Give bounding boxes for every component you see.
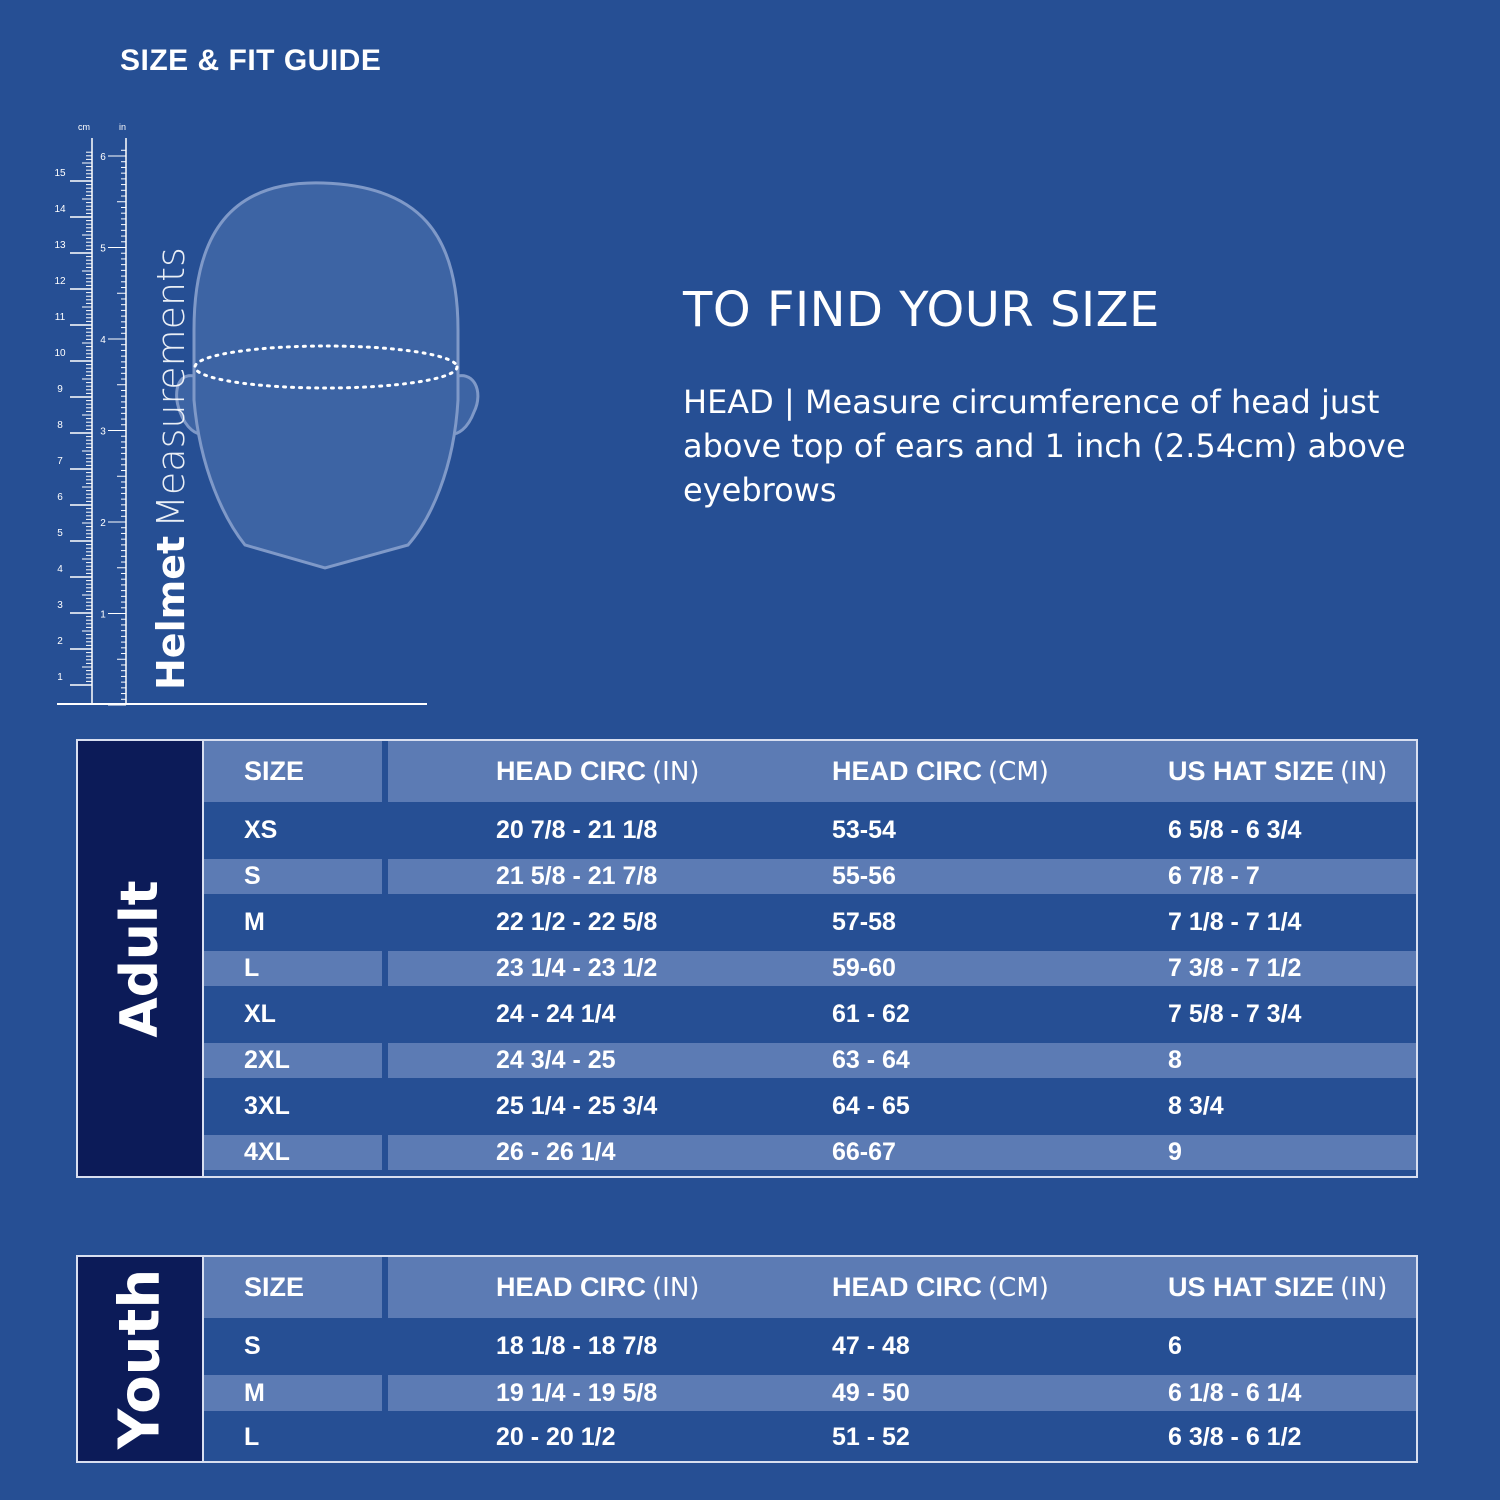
youth-label: Youth — [107, 1268, 173, 1450]
ruler-cm-tick-label: 1 — [57, 672, 63, 683]
instructions-title: TO FIND YOUR SIZE — [683, 282, 1160, 338]
table-cell: 8 — [1058, 1043, 1416, 1078]
table-cell: 6 5/8 - 6 3/4 — [1168, 816, 1302, 844]
column-header — [204, 1257, 382, 1318]
caption-light: Measurements — [149, 247, 193, 528]
table-cell: 51 - 52 — [832, 1423, 910, 1451]
table-cell: 24 - 24 1/4 — [496, 1000, 616, 1028]
youth-size-table — [76, 1255, 1418, 1463]
table-cell: 23 1/4 - 23 1/2 — [388, 951, 723, 986]
table-cell: 55-56 — [723, 859, 1058, 894]
ruler-cm-tick-label: 7 — [57, 456, 63, 467]
column-header — [1058, 1257, 1416, 1318]
ruler-cm-tick-label: 2 — [57, 636, 63, 647]
table-row — [204, 1318, 1416, 1375]
table-cell: 21 5/8 - 21 7/8 — [388, 859, 723, 894]
adult-size-table — [76, 739, 1418, 1178]
table-cell: S — [244, 1332, 261, 1360]
table-cell: 6 — [1168, 1332, 1182, 1360]
table-cell: 8 3/4 — [1168, 1092, 1224, 1120]
adult-side-panel — [78, 741, 204, 1176]
table-row — [204, 1375, 1416, 1411]
table-cell: 47 - 48 — [832, 1332, 910, 1360]
table-cell: 4XL — [204, 1135, 382, 1170]
page-title: SIZE & FIT GUIDE — [120, 44, 382, 77]
table-cell: 49 - 50 — [723, 1375, 1058, 1411]
table-cell: 20 - 20 1/2 — [496, 1423, 616, 1451]
table-cell: 6 7/8 - 7 — [1058, 859, 1416, 894]
column-header — [388, 1257, 723, 1318]
table-cell: L — [204, 951, 382, 986]
column-header-label: HEAD CIRC — [496, 756, 647, 786]
column-header — [204, 741, 382, 802]
table-row — [204, 894, 1416, 951]
table-row — [204, 802, 1416, 859]
instructions-text: HEAD | Measure circumference of head just above top of ears and 1 inch (2.54cm) above eyebrows — [683, 383, 1406, 509]
ruler-cm-tick-label: 15 — [54, 168, 66, 179]
table-cell: 22 1/2 - 22 5/8 — [496, 908, 658, 936]
measurement-illustration — [0, 0, 500, 720]
table-cell: 7 3/8 - 7 1/2 — [1058, 951, 1416, 986]
table-cell: 6 1/8 - 6 1/4 — [1058, 1375, 1416, 1411]
ruler-cm-tick-label: 12 — [54, 276, 66, 287]
ruler-cm-tick-label: 10 — [54, 348, 66, 359]
ruler-cm-label: cm — [78, 122, 90, 132]
table-cell: 26 - 26 1/4 — [388, 1135, 723, 1170]
head-outline-icon — [177, 183, 478, 568]
column-header-label: HEAD CIRC — [496, 1272, 647, 1302]
table-cell: XS — [244, 816, 278, 844]
table-row — [204, 1135, 1416, 1170]
table-cell: 3XL — [244, 1092, 290, 1120]
column-header-unit: (IN) — [1340, 756, 1388, 787]
ruler-in-label: in — [119, 122, 127, 132]
table-cell: 59-60 — [723, 951, 1058, 986]
column-header — [1058, 741, 1416, 802]
table-cell: 20 7/8 - 21 1/8 — [496, 816, 658, 844]
ruler-in-tick-label: 5 — [100, 243, 106, 255]
column-header-label: HEAD CIRC — [832, 1272, 983, 1302]
table-row — [204, 1078, 1416, 1135]
table-row — [204, 859, 1416, 894]
table-row — [204, 1411, 1416, 1464]
table-cell: L — [244, 1423, 260, 1451]
column-header-unit: (IN) — [652, 1272, 700, 1303]
ruler-cm-tick-label: 13 — [54, 240, 66, 251]
ruler-cm-tick-label: 11 — [54, 312, 66, 323]
table-cell: 18 1/8 - 18 7/8 — [496, 1332, 658, 1360]
table-cell: 2XL — [204, 1043, 382, 1078]
ruler-in-tick-label: 6 — [100, 152, 106, 163]
table-cell: XL — [244, 1000, 276, 1028]
column-header-label: HEAD CIRC — [832, 756, 983, 786]
column-header-label: US HAT SIZE — [1168, 1272, 1335, 1302]
table-cell: M — [244, 908, 265, 936]
column-header-unit: (CM) — [988, 756, 1049, 787]
ruler-cm-tick-label: 3 — [57, 600, 63, 611]
ruler-in-tick-label: 2 — [100, 518, 106, 529]
table-cell: 63 - 64 — [723, 1043, 1058, 1078]
ruler-in-tick-label: 3 — [100, 426, 106, 438]
column-header-unit: (IN) — [652, 756, 700, 787]
table-cell: 64 - 65 — [832, 1092, 910, 1120]
ruler-cm-tick-label: 9 — [57, 384, 63, 395]
table-cell: 24 3/4 - 25 — [388, 1043, 723, 1078]
youth-grid — [204, 1257, 1416, 1464]
table-cell: 66-67 — [723, 1135, 1058, 1170]
table-cell: 57-58 — [832, 908, 896, 936]
ruler-cm-tick-label: 8 — [57, 420, 63, 431]
column-header-label: SIZE — [244, 1272, 305, 1302]
table-cell: 7 5/8 - 7 3/4 — [1168, 1000, 1302, 1028]
ruler-cm-tick-label: 4 — [57, 564, 63, 575]
ruler-cm-tick-label: 5 — [57, 528, 63, 539]
ruler-cm-tick-label: 14 — [54, 204, 66, 215]
caption-bold: Helmet — [149, 535, 193, 690]
table-header-row — [204, 741, 1416, 802]
table-cell: S — [204, 859, 382, 894]
table-cell: 53-54 — [832, 816, 896, 844]
table-cell: 7 1/8 - 7 1/4 — [1168, 908, 1302, 936]
illustration-caption — [149, 247, 193, 690]
table-row — [204, 1043, 1416, 1078]
table-cell: 61 - 62 — [832, 1000, 910, 1028]
ruler-in-tick-label: 4 — [100, 335, 106, 346]
column-header-label: SIZE — [244, 756, 305, 786]
adult-label: Adult — [110, 879, 170, 1038]
table-cell: 6 3/8 - 6 1/2 — [1168, 1423, 1302, 1451]
column-header-unit: (CM) — [988, 1272, 1049, 1303]
table-cell: 19 1/4 - 19 5/8 — [388, 1375, 723, 1411]
table-cell: 9 — [1058, 1135, 1416, 1170]
table-cell: 25 1/4 - 25 3/4 — [496, 1092, 658, 1120]
table-cell: M — [204, 1375, 382, 1411]
ruler-in-tick-label: 1 — [100, 609, 106, 621]
table-header-row — [204, 1257, 1416, 1318]
column-header-unit: (IN) — [1340, 1272, 1388, 1303]
youth-side-panel — [78, 1257, 204, 1461]
column-header — [723, 741, 1058, 802]
adult-grid — [204, 741, 1416, 1170]
table-row — [204, 986, 1416, 1043]
ruler-cm-tick-label: 6 — [57, 492, 63, 503]
column-header — [723, 1257, 1058, 1318]
column-header-label: US HAT SIZE — [1168, 756, 1335, 786]
table-row — [204, 951, 1416, 986]
column-header — [388, 741, 723, 802]
